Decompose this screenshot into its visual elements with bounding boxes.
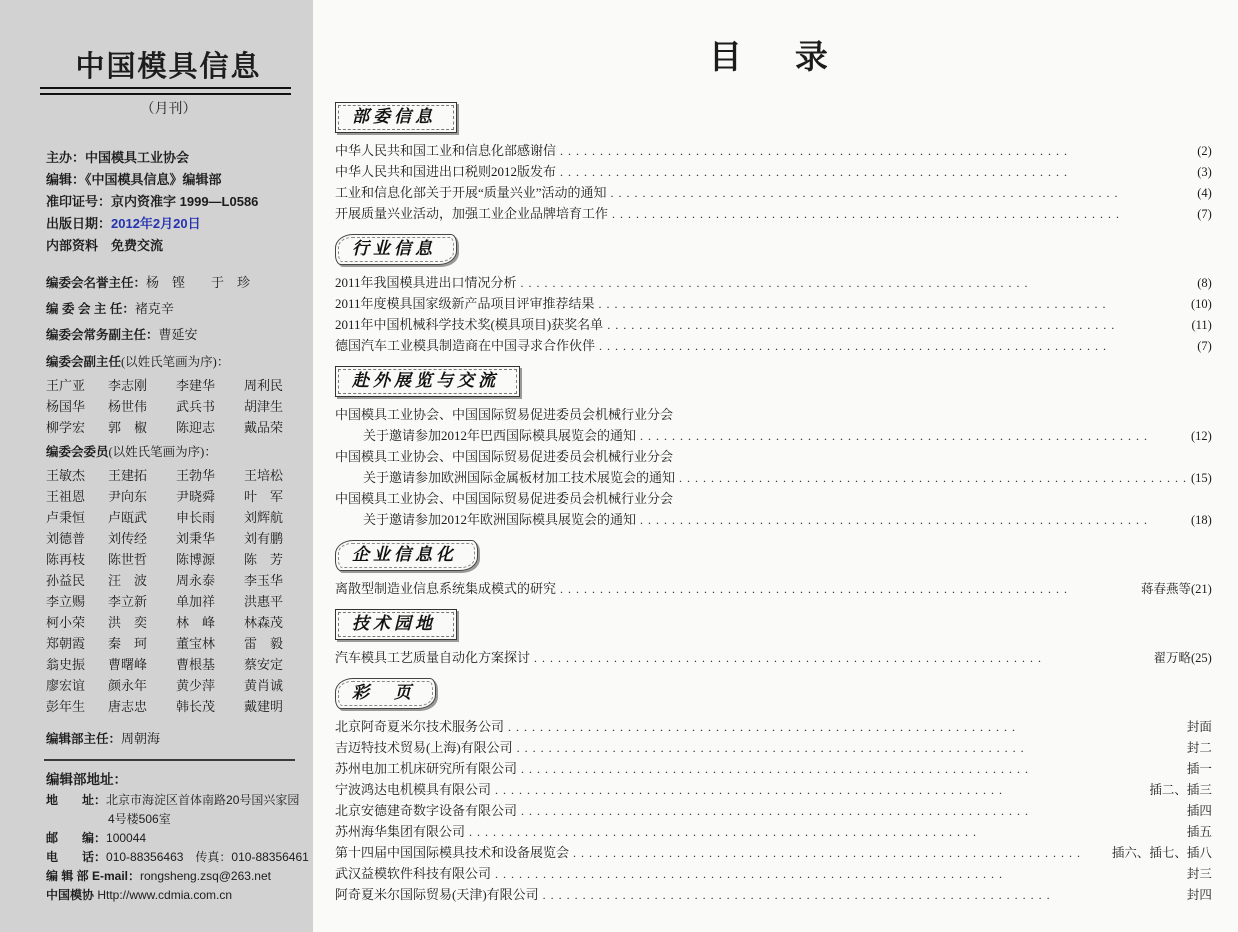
toc-list [335,140,1212,224]
toc-section-enterprise-informatization [335,530,1212,599]
committee-member-name: 韩长茂 [176,699,216,714]
page-number: (7) [1197,339,1212,353]
publication-info-row [46,147,291,169]
toc-entry-title: 苏州海华集团有限公司 [335,824,466,839]
committee-member-name: 孙益民 [46,573,86,588]
publication-info-row [46,191,291,213]
dot-leader [521,758,1183,780]
committee-member-name: 颜永年 [108,678,148,693]
toc-entry-title: 2011年我国模具进出口情况分析 [335,275,517,290]
vice-director-name: 武兵书 [176,399,216,414]
role-names: 杨 铿 于 珍 [146,275,251,290]
toc-entry-title: 离散型制造业信息系统集成模式的研究 [335,581,557,596]
contact-row [46,829,291,848]
toc-entry-title: 关于邀请参加2012年巴西国际模具展览会的通知 [363,428,637,443]
committee-member-name: 刘秉华 [176,531,216,546]
committee-member-name: 林森茂 [244,615,284,630]
page-number: (12) [1191,429,1212,443]
vice-directors-heading-note: (以姓氏笔画为序)： [121,355,230,369]
pub-label: 出版日期： [46,216,112,231]
toc-entry-title: 开展质量兴业活动，加强工业企业品牌培育工作 [335,206,609,221]
role-label: 编委会常务副主任： [46,328,159,342]
committee-member-name: 刘有鹏 [244,531,284,546]
committee-member-name: 陈 芳 [244,552,284,567]
contact-label: 邮 编： [46,831,107,845]
role-label: 编委会名誉主任： [46,276,147,290]
dot-leader [508,716,1183,738]
committee-member-name: 刘辉航 [244,510,284,525]
toc-entry [335,647,1212,668]
section-header-ministry-info: 部委信息 [335,102,457,133]
dot-leader [611,182,1194,204]
committee-member-name: 刘传经 [108,531,148,546]
committee-member-name: 廖宏谊 [46,678,86,693]
page-number: 封三 [1186,867,1212,881]
magazine-title: 中国模具信息 [75,51,262,83]
toc-entry-title: 阿奇夏米尔国际贸易(天津)有限公司 [335,887,539,902]
toc-entry-title: 吉迈特技术贸易(上海)有限公司 [335,740,513,755]
committee-member-name: 王培松 [244,468,284,483]
dot-leader [560,140,1193,162]
page-number: (4) [1197,186,1212,200]
toc-entry-title: 汽车模具工艺质量自动化方案探讨 [335,650,531,665]
toc-entry [335,161,1212,182]
dot-leader [679,467,1187,489]
vice-director-name: 胡津生 [244,399,284,414]
contact-row [46,867,291,886]
dot-leader [469,821,1183,843]
vice-director-name: 柳学宏 [46,420,86,435]
toc-entry-title: 中华人民共和国进出口税则2012版发布 [335,164,557,179]
board-role-row [46,322,291,348]
section-header-technology-corner: 技术园地 [335,609,457,640]
contact-value: Http://www.cdmia.com.cn [97,888,233,902]
toc-entry [335,842,1212,863]
page-number: 封四 [1186,888,1212,902]
committee-member-name: 周永泰 [176,573,216,588]
contact-block [46,791,309,905]
toc-panel [313,0,1238,932]
contact-label: 编 辑 部 E-mail： [46,869,141,883]
toc-entry [335,800,1212,821]
toc-entry-title: 苏州电加工机床研究所有限公司 [335,761,518,776]
role-names: 褚克辛 [134,301,174,316]
contact-value: 010-88356463 传真：010-88356461 [106,850,309,864]
dot-leader [560,161,1193,183]
committee-member-name: 申长雨 [176,510,216,525]
toc-entry [335,884,1212,905]
committee-members-grid [46,465,291,717]
page-number: 蒋春燕等(21) [1141,582,1212,596]
contact-value: rongsheng.zsq@263.net [140,869,271,883]
toc-list [335,272,1212,356]
vice-director-name: 王广亚 [46,378,86,393]
dot-leader [599,293,1187,315]
toc-section-overseas-exhibitions [335,356,1212,530]
vice-director-name: 杨世伟 [108,399,148,414]
dot-leader [573,842,1108,864]
pub-label: 主办： [46,150,86,165]
vice-director-name: 戴品荣 [244,420,284,435]
contact-value: 4号楼506室 [108,812,171,826]
contact-row [46,886,291,905]
section-header-color-pages: 彩 页 [335,678,436,709]
toc-entry-title: 北京阿奇夏米尔技术服务公司 [335,719,505,734]
toc-list [335,716,1212,905]
toc-section-technology-corner [335,599,1212,668]
committee-member-name: 王勃华 [176,468,216,483]
divider-rule [44,759,295,761]
toc-list [335,578,1212,599]
toc-entry [335,314,1212,335]
toc-entry-title: 中华人民共和国工业和信息化部感谢信 [335,143,557,158]
toc-section-ministry-info [335,92,1212,224]
editorial-director-line [46,727,291,751]
committee-member-name: 唐志忠 [108,699,148,714]
toc-entry [335,758,1212,779]
committee-member-name: 蔡安定 [244,657,284,672]
toc-entry [335,863,1212,884]
toc-entry-title: 德国汽车工业模具制造商在中国寻求合作伙伴 [335,338,596,353]
section-header-enterprise-informatization: 企业信息化 [335,540,478,571]
pub-label: 准印证号： [46,194,112,209]
contact-value: 100044 [106,831,147,845]
committee-member-name: 曹曙峰 [108,657,148,672]
page-number: 插六、插七、插八 [1111,846,1212,860]
committee-member-name: 卢瓯武 [108,510,148,525]
contact-row [46,810,291,829]
page-number: (3) [1197,165,1212,179]
toc-entry [335,425,1212,446]
dot-leader [599,335,1193,357]
masthead [46,50,291,121]
toc-entry-title: 工业和信息化部关于开展“质量兴业”活动的通知 [335,185,607,200]
pub-label: 内部资料 免费交流 [46,238,164,253]
page-number: 封二 [1186,741,1212,755]
vice-director-name: 李志刚 [108,378,148,393]
committee-member-name: 尹向东 [108,489,148,504]
publication-info-row [46,235,291,257]
toc-entry [335,467,1212,488]
toc-entry-title: 中国模具工业协会、中国国际贸易促进委员会机械行业分会 [335,407,674,422]
committee-member-name: 汪 波 [108,573,148,588]
contact-label: 中国模协 [46,888,98,902]
dot-leader [640,425,1187,447]
dot-leader [521,272,1194,294]
committee-member-name: 翁史振 [46,657,86,672]
toc-entry [335,779,1212,800]
editorial-director-name: 周朝海 [121,731,161,746]
committee-member-name: 叶 军 [244,489,284,504]
page-number: (7) [1197,207,1212,221]
committee-member-name: 柯小荣 [46,615,86,630]
committee-member-name: 王敏杰 [46,468,86,483]
page-number: 插五 [1186,825,1212,839]
vice-director-name: 陈迎志 [176,420,216,435]
page-number: 插二、插三 [1149,783,1212,797]
dot-leader [560,578,1137,600]
vice-director-name: 杨国华 [46,399,86,414]
dot-leader [543,884,1183,906]
committee-member-name: 秦 珂 [108,636,148,651]
committee-member-name: 陈世哲 [108,552,148,567]
monthly-label: （月刊） [140,102,197,117]
toc-entry [335,404,1212,425]
committee-member-name: 雷 毅 [244,636,284,651]
page-number: (2) [1197,144,1212,158]
masthead-panel [0,0,313,932]
toc-entry-title: 2011年度模具国家级新产品项目评审推荐结果 [335,296,595,311]
dot-leader [534,647,1150,669]
toc-entry [335,446,1212,467]
toc-title: 目 录 [708,40,838,76]
committee-member-name: 卢秉恒 [46,510,86,525]
page-number: (15) [1191,471,1212,485]
committee-member-name: 陈博源 [176,552,216,567]
page-number: (8) [1197,276,1212,290]
board-role-row [46,296,291,322]
vice-director-name: 周利民 [244,378,284,393]
dot-leader [517,737,1183,759]
toc-entry [335,335,1212,356]
contact-row [46,791,300,810]
committee-member-name: 洪 奕 [108,615,148,630]
contact-value: 北京市海淀区首体南路20号国兴家园 [106,793,300,807]
committee-member-name: 戴建明 [244,699,284,714]
publication-info [46,147,291,257]
committee-member-name: 王祖恩 [46,489,86,504]
contact-heading: 编辑部地址： [46,772,127,787]
dot-leader [607,314,1187,336]
committee-member-name: 董宝林 [176,636,216,651]
committee-member-name: 郑朝霞 [46,636,86,651]
members-heading-note: (以姓氏笔画为序)： [108,445,217,459]
committee-member-name: 李玉华 [244,573,284,588]
toc-entry [335,293,1212,314]
page-number: (11) [1191,318,1212,332]
contact-row [46,848,309,867]
dot-leader [495,863,1183,885]
committee-member-name: 黄肖诚 [244,678,284,693]
dot-leader [640,509,1187,531]
toc-entry-title: 第十四届中国国际模具技术和设备展览会 [335,845,570,860]
toc-entry [335,821,1212,842]
role-names: 曹延安 [158,327,198,342]
toc-entry [335,578,1212,599]
title-double-rule [40,87,291,95]
page-number: 翟万略(25) [1153,651,1212,665]
toc-entry-title: 关于邀请参加欧洲国际金属板材加工技术展览会的通知 [363,470,676,485]
toc-entry-title: 中国模具工业协会、中国国际贸易促进委员会机械行业分会 [335,449,674,464]
vice-directors-heading [46,352,291,373]
vice-directors-grid [46,375,291,438]
pub-value: 京内资准字 1999—L0586 [111,194,259,209]
page-number: (10) [1191,297,1212,311]
page-number: (18) [1191,513,1212,527]
toc-entry-title: 武汉益模软件科技有限公司 [335,866,492,881]
dot-leader [495,779,1145,801]
toc-entry [335,716,1212,737]
toc-entry [335,737,1212,758]
vice-directors-heading-bold: 编委会副主任 [46,355,122,369]
committee-member-name: 彭年生 [46,699,86,714]
page-number: 插一 [1186,762,1212,776]
editorial-director-label: 编辑部主任： [46,732,122,746]
committee-member-name: 曹根基 [176,657,216,672]
page-number: 插四 [1186,804,1212,818]
toc-list [335,647,1212,668]
committee-member-name: 尹晓舜 [176,489,216,504]
toc-entry [335,488,1212,509]
publication-info-row [46,213,291,235]
pub-value: 中国模具工业协会 [85,150,190,165]
committee-member-name: 陈再枝 [46,552,86,567]
toc-entry [335,272,1212,293]
committee-member-name: 洪惠平 [244,594,284,609]
page-number: 封面 [1186,720,1212,734]
toc-entry [335,509,1212,530]
toc-list [335,404,1212,530]
committee-member-name: 王建拓 [108,468,148,483]
contact-label: 地 址： [46,793,107,807]
toc-entry [335,203,1212,224]
publication-info-row [46,169,291,191]
committee-member-name: 刘德普 [46,531,86,546]
pub-value: 《中国模具信息》编辑部 [85,172,222,187]
board-roles [46,270,291,348]
section-header-industry-info: 行业信息 [335,234,457,265]
members-heading [46,442,291,463]
toc-entry-title: 2011年中国机械科学技术奖(模具项目)获奖名单 [335,317,604,332]
committee-member-name: 李立新 [108,594,148,609]
toc-entry [335,140,1212,161]
toc-entry-title: 北京安德建奇数字设备有限公司 [335,803,518,818]
toc-entry-title: 中国模具工业协会、中国国际贸易促进委员会机械行业分会 [335,491,674,506]
pub-label: 编辑： [46,172,86,187]
vice-director-name: 郭 椒 [108,420,148,435]
members-heading-bold: 编委会委员 [46,445,109,459]
toc-section-color-pages [335,668,1212,905]
committee-member-name: 黄少萍 [176,678,216,693]
section-header-overseas-exhibitions: 赴外展览与交流 [335,366,520,397]
board-role-row [46,270,291,296]
toc-entry-title: 宁波鸿达电机模具有限公司 [335,782,492,797]
pub-value: 2012年2月20日 [111,216,201,231]
toc-section-industry-info [335,224,1212,356]
toc-entry-title: 关于邀请参加2012年欧洲国际模具展览会的通知 [363,512,637,527]
toc-entry [335,182,1212,203]
vice-director-name: 李建华 [176,378,216,393]
dot-leader [612,203,1193,225]
committee-member-name: 李立赐 [46,594,86,609]
contact-label: 电 话： [46,850,107,864]
committee-member-name: 单加祥 [176,594,216,609]
role-label: 编 委 会 主 任： [46,302,135,316]
committee-member-name: 林 峰 [176,615,216,630]
dot-leader [521,800,1183,822]
